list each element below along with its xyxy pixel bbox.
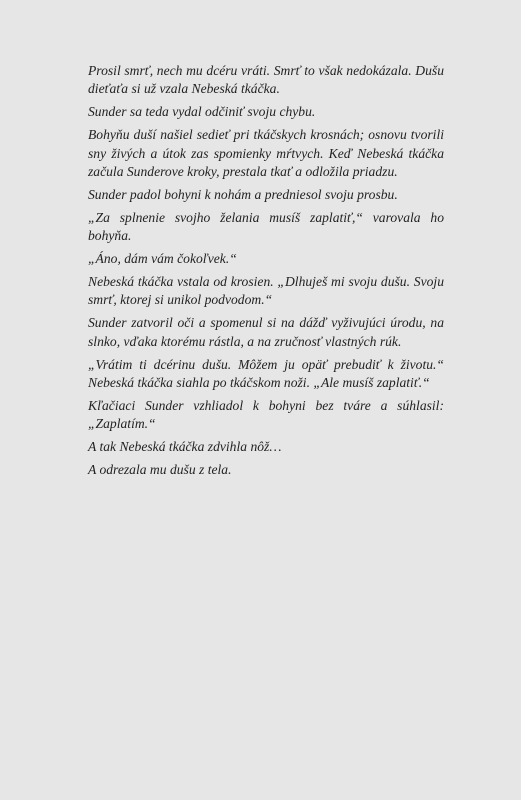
paragraph-11: A tak Nebeská tkáčka zdvihla nôž… (88, 439, 282, 455)
paragraph-6: „Áno, dám vám čokoľvek.“ (88, 251, 237, 267)
paragraph-1: Prosil smrť, nech mu dcéru vráti. Smrť to však nedokázala. Dušu dieťaťa si už vzala Nebeská tkáčka. (88, 63, 444, 97)
paragraph-3: Bohyňu duší našiel sedieť pri tkáčskych krosnách; osnovu tvorili sny živých a útok zas spomienky mŕtvych. Keď Nebeská tkáčka začula Sunderove kroky, prestala tkať a odložila priadzu. (88, 127, 444, 180)
paragraph-12: A odrezala mu dušu z tela. (88, 462, 232, 478)
paragraph-4: Sunder padol bohyni k nohám a predniesol svoju prosbu. (88, 186, 398, 202)
paragraph-5: „Za splnenie svojho želania musíš zaplatiť,“ varovala ho bohyňa. (88, 209, 444, 244)
body-text (88, 62, 444, 480)
paragraph-7: Nebeská tkáčka vstala od krosien. „Dlhuješ mi svoju dušu. Svoju smrť, ktorej si unikol podvodom.“ (88, 274, 444, 308)
paragraph-2: Sunder sa teda vydal odčiniť svoju chybu. (88, 104, 316, 120)
paragraph-9: „Vrátim ti dcérinu dušu. Môžem ju opäť prebudiť k životu.“ Nebeská tkáčka siahla po tkáčskom noži. „Ale musíš zaplatiť.“ (88, 356, 444, 391)
paragraph-8: Sunder zatvoril oči a spomenul si na dážď vyživujúci úrodu, na slnko, vďaka ktorému rástla, a na zručnosť vlastných rúk. (88, 315, 444, 349)
paragraph-10: Kľačiaci Sunder vzhliadol k bohyni bez tváre a súhlasil: „Zaplatím.“ (88, 398, 444, 432)
